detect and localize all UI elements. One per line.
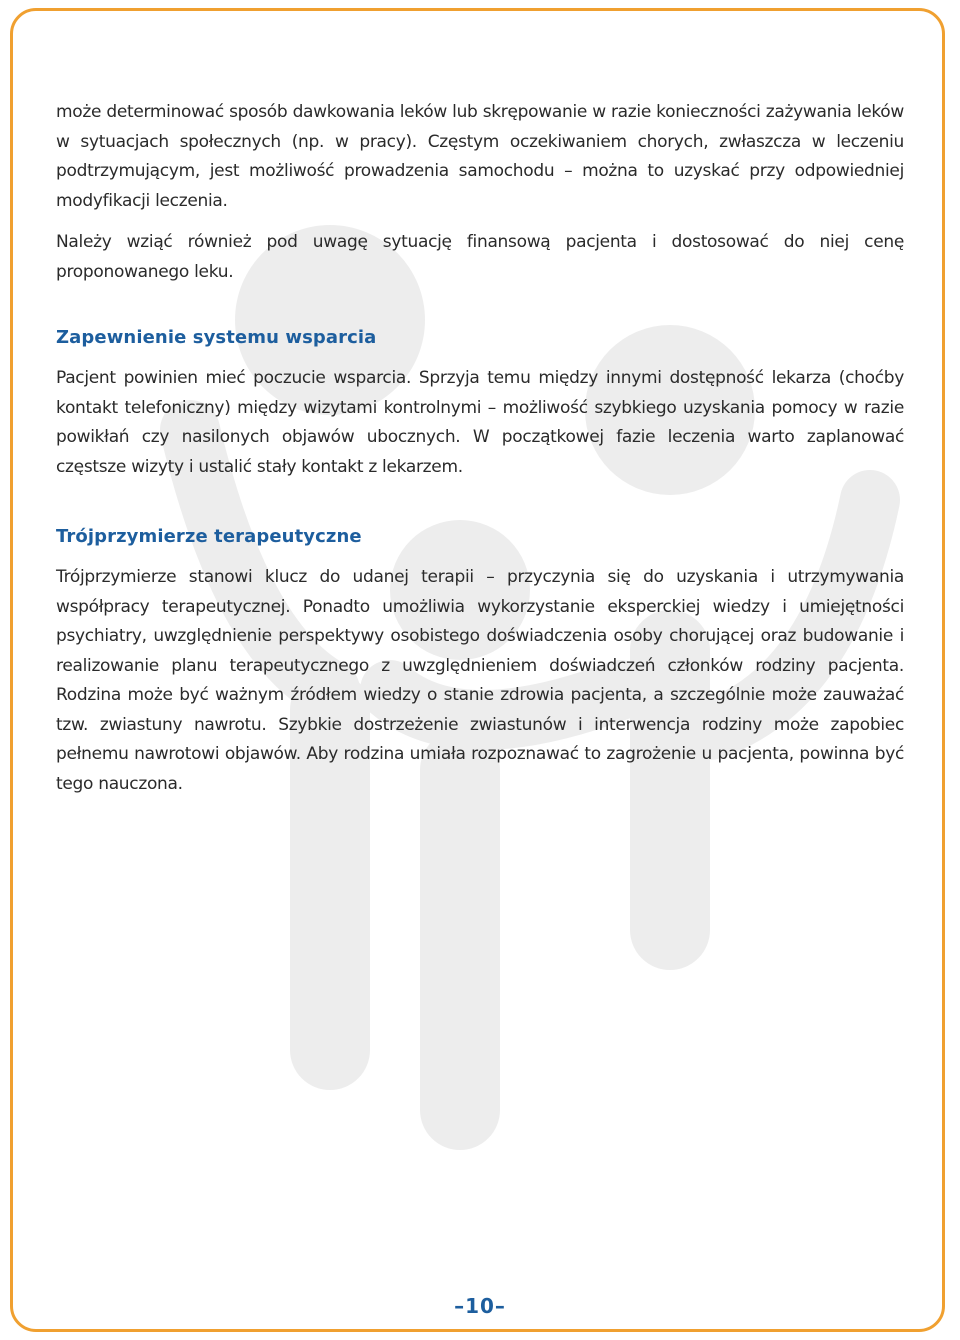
page-number: –10– [454, 1294, 506, 1318]
section-heading: Zapewnienie systemu wsparcia [56, 327, 377, 348]
section-paragraph: Pacjent powinien mieć poczucie wsparcia. Sprzyja temu między innymi dostępność lekarza (choćby kontakt telefoniczny) między wizytami kontrolnymi – możliwość szybkiego uzyskania pomocy w razie powikłań czy nasilonych objawów ubocznych. W początkowej fazie leczenia warto zaplanować częstsze wizyty i ustalić stały kontakt z lekarzem. [56, 368, 904, 477]
page-content [56, 98, 904, 799]
section-heading: Trójprzymierze terapeutyczne [56, 526, 362, 547]
section-paragraph: Trójprzymierze stanowi klucz do udanej terapii – przyczynia się do uzyskania i utrzymywania współpracy terapeutycznej. Ponadto umożliwia wykorzystanie eksperckiej wiedzy i umiejętności psychiatry, uwzględnienie perspektywy osobistego doświadczenia osoby chorującej oraz budowanie i realizowanie planu terapeutycznego z uwzględnieniem doświadczeń członków rodziny pacjenta. Rodzina może być ważnym źródłem wiedzy o stanie zdrowia pacjenta, a szczególnie może zauważać tzw. zwiastuny nawrotu. Szybkie dostrzeżenie zwiastunów i interwencja rodziny może zapobiec pełnemu nawrotowi objawów. Aby rodzina umiała rozpoznawać to zagrożenie u pacjenta, powinna być tego nauczona. [56, 567, 904, 794]
body-paragraph: może determinować sposób dawkowania leków lub skrępowanie w razie konieczności zażywania leków w sytuacjach społecznych (np. w pracy). Częstym oczekiwaniem chorych, zwłaszcza w leczeniu podtrzymującym, jest możliwość prowadzenia samochodu – można to uzyskać przy odpowiedniej modyfikacji leczenia. [56, 102, 904, 211]
body-paragraph: Należy wziąć również pod uwagę sytuację finansową pacjenta i dostosować do niej cenę proponowanego leku. [56, 232, 904, 282]
